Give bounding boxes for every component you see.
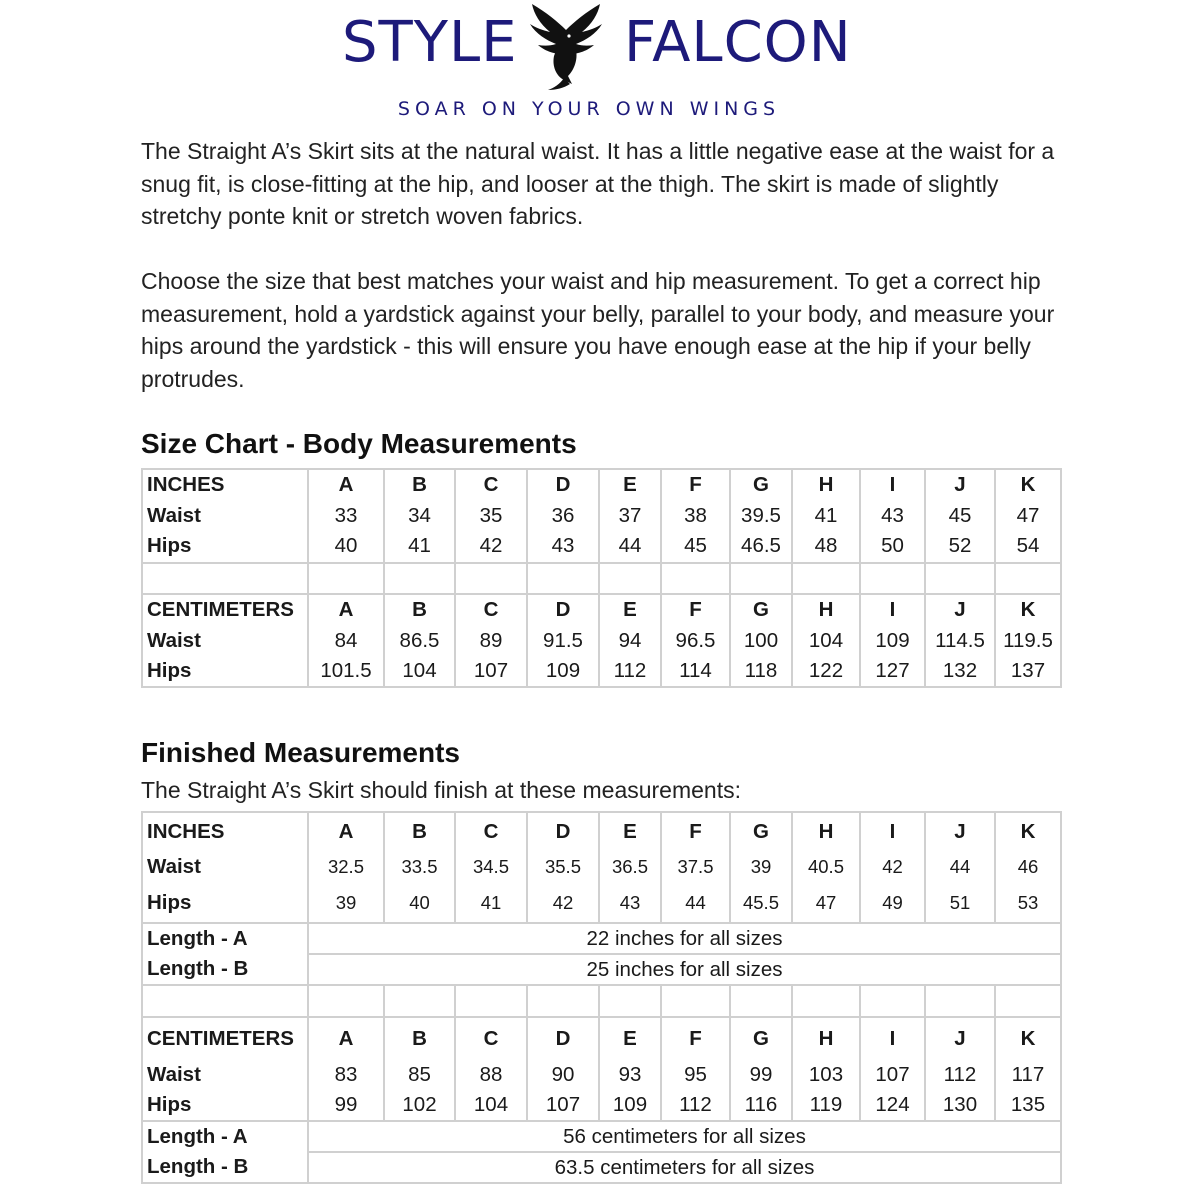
size-label: H — [792, 469, 860, 500]
size-label: H — [792, 1017, 860, 1059]
table-cell: 34.5 — [455, 850, 527, 884]
intro-paragraph-sizing: Choose the size that best matches your waist and hip measurement. To get a correct hip measurement, hold a yardstick against your belly, parallel to your body, and measure your hips around the yardstick - this will ensure you have enough ease at the hip if your belly protrudes. — [141, 268, 1055, 392]
table-cell: 130 — [925, 1090, 995, 1121]
size-label: D — [527, 594, 599, 625]
table-cell: 40.5 — [792, 850, 860, 884]
table-cell: 132 — [925, 656, 995, 687]
table-row — [142, 500, 1061, 531]
table-cell: 43 — [599, 884, 661, 923]
table-cell: 39 — [308, 884, 384, 923]
brand-name-right: FALCON — [624, 10, 852, 75]
table-cell: 49 — [860, 884, 925, 923]
table-cell: 42 — [455, 531, 527, 562]
table-header-row — [142, 812, 1061, 850]
table-cell: 45 — [661, 531, 730, 562]
size-label: F — [661, 812, 730, 850]
table-cell: 45.5 — [730, 884, 792, 923]
finished-measurements-table — [141, 811, 1062, 1184]
table-cell: 104 — [384, 656, 455, 687]
size-label: K — [995, 469, 1061, 500]
intro-paragraph-fit: The Straight A’s Skirt sits at the natural waist. It has a little negative ease at the waist for a snug fit, is close-fitting at the hip, and looser at the thigh. The skirt is made of slightly stretchy ponte knit or stretch woven fabrics. — [141, 138, 1055, 229]
table-cell: 127 — [860, 656, 925, 687]
brand-header — [0, 0, 1200, 130]
size-label: G — [730, 594, 792, 625]
size-label: K — [995, 1017, 1061, 1059]
table-cell: 45 — [925, 500, 995, 531]
table-cell: 101.5 — [308, 656, 384, 687]
size-label: E — [599, 812, 661, 850]
table-cell: 99 — [308, 1090, 384, 1121]
table-cell: 114 — [661, 656, 730, 687]
table-cell: 117 — [995, 1059, 1061, 1090]
table-row — [142, 884, 1061, 923]
size-label: C — [455, 594, 527, 625]
table-cell: 33.5 — [384, 850, 455, 884]
table-cell: 104 — [455, 1090, 527, 1121]
size-label: A — [308, 469, 384, 500]
size-label: B — [384, 1017, 455, 1059]
row-label: Length - A — [142, 1121, 308, 1152]
table-cell: 52 — [925, 531, 995, 562]
row-label: Waist — [142, 500, 308, 531]
size-label: I — [860, 812, 925, 850]
table-cell: 94 — [599, 625, 661, 656]
size-label: G — [730, 469, 792, 500]
size-label: B — [384, 812, 455, 850]
table-cell: 43 — [860, 500, 925, 531]
table-cell: 84 — [308, 625, 384, 656]
size-label: E — [599, 1017, 661, 1059]
table-cell: 89 — [455, 625, 527, 656]
size-label: F — [661, 594, 730, 625]
table-cell: 122 — [792, 656, 860, 687]
table-cell: 46 — [995, 850, 1061, 884]
size-label: I — [860, 469, 925, 500]
table-cell: 44 — [661, 884, 730, 923]
size-label: E — [599, 594, 661, 625]
table-row — [142, 625, 1061, 656]
table-cell: 46.5 — [730, 531, 792, 562]
table-cell: 50 — [860, 531, 925, 562]
table-cell: 35.5 — [527, 850, 599, 884]
table-cell: 85 — [384, 1059, 455, 1090]
table-row — [142, 1121, 1061, 1152]
row-label: Hips — [142, 656, 308, 687]
size-label: J — [925, 1017, 995, 1059]
unit-label: CENTIMETERS — [142, 1017, 308, 1059]
brand-tagline: SOAR ON YOUR OWN WINGS — [397, 98, 781, 120]
table-cell: 116 — [730, 1090, 792, 1121]
table-cell: 93 — [599, 1059, 661, 1090]
table-header-row — [142, 1017, 1061, 1059]
table-cell: 48 — [792, 531, 860, 562]
table-cell: 103 — [792, 1059, 860, 1090]
size-label: F — [661, 1017, 730, 1059]
table-cell: 33 — [308, 500, 384, 531]
body-measurements-table — [141, 468, 1062, 688]
table-cell: 47 — [995, 500, 1061, 531]
table-cell: 112 — [599, 656, 661, 687]
size-label: A — [308, 594, 384, 625]
table-cell: 41 — [792, 500, 860, 531]
table-cell: 109 — [527, 656, 599, 687]
table-cell: 124 — [860, 1090, 925, 1121]
table-cell: 37.5 — [661, 850, 730, 884]
size-label: B — [384, 469, 455, 500]
row-label: Length - A — [142, 923, 308, 954]
table-cell: 35 — [455, 500, 527, 531]
table-cell: 119.5 — [995, 625, 1061, 656]
brand-name-left: STYLE — [342, 10, 518, 75]
table-cell: 109 — [599, 1090, 661, 1121]
size-label: D — [527, 812, 599, 850]
size-label: J — [925, 594, 995, 625]
table-cell: 40 — [308, 531, 384, 562]
table-cell: 137 — [995, 656, 1061, 687]
table-cell: 40 — [384, 884, 455, 923]
size-label: C — [455, 1017, 527, 1059]
finished-chart-subtitle: The Straight A’s Skirt should finish at these measurements: — [141, 777, 741, 803]
unit-label: INCHES — [142, 469, 308, 500]
table-cell: 107 — [455, 656, 527, 687]
table-cell: 37 — [599, 500, 661, 531]
table-cell: 114.5 — [925, 625, 995, 656]
row-label: Length - B — [142, 1152, 308, 1183]
table-row — [142, 531, 1061, 562]
table-header-row — [142, 594, 1061, 625]
size-label: D — [527, 469, 599, 500]
table-cell: 135 — [995, 1090, 1061, 1121]
row-label: Hips — [142, 884, 308, 923]
size-label: I — [860, 594, 925, 625]
table-cell: 107 — [527, 1090, 599, 1121]
table-row — [142, 1090, 1061, 1121]
table-cell: 39.5 — [730, 500, 792, 531]
size-label: D — [527, 1017, 599, 1059]
size-label: H — [792, 594, 860, 625]
length-b-value: 63.5 centimeters for all sizes — [308, 1152, 1061, 1183]
table-cell: 83 — [308, 1059, 384, 1090]
table-spacer-row — [142, 563, 1061, 594]
table-cell: 112 — [661, 1090, 730, 1121]
table-cell: 88 — [455, 1059, 527, 1090]
row-label: Length - B — [142, 954, 308, 985]
table-cell: 102 — [384, 1090, 455, 1121]
size-label: J — [925, 469, 995, 500]
row-label: Waist — [142, 625, 308, 656]
length-a-value: 22 inches for all sizes — [308, 923, 1061, 954]
table-cell: 42 — [527, 884, 599, 923]
table-spacer-row — [142, 985, 1061, 1017]
size-label: K — [995, 594, 1061, 625]
table-row — [142, 1059, 1061, 1090]
table-cell: 47 — [792, 884, 860, 923]
table-cell: 118 — [730, 656, 792, 687]
body-chart-title: Size Chart - Body Measurements — [141, 428, 577, 459]
table-row — [142, 1152, 1061, 1183]
size-label: G — [730, 1017, 792, 1059]
table-cell: 95 — [661, 1059, 730, 1090]
unit-label: INCHES — [142, 812, 308, 850]
table-cell: 112 — [925, 1059, 995, 1090]
row-label: Hips — [142, 531, 308, 562]
size-label: H — [792, 812, 860, 850]
table-cell: 86.5 — [384, 625, 455, 656]
table-cell: 51 — [925, 884, 995, 923]
size-label: J — [925, 812, 995, 850]
finished-chart-title: Finished Measurements — [141, 737, 460, 768]
table-cell: 53 — [995, 884, 1061, 923]
size-label: B — [384, 594, 455, 625]
table-header-row — [142, 469, 1061, 500]
size-label: A — [308, 812, 384, 850]
size-label: C — [455, 812, 527, 850]
table-cell: 109 — [860, 625, 925, 656]
table-row — [142, 923, 1061, 954]
table-cell: 90 — [527, 1059, 599, 1090]
unit-label: CENTIMETERS — [142, 594, 308, 625]
size-label: G — [730, 812, 792, 850]
size-label: C — [455, 469, 527, 500]
table-cell: 44 — [925, 850, 995, 884]
size-label: F — [661, 469, 730, 500]
row-label: Hips — [142, 1090, 308, 1121]
length-b-value: 25 inches for all sizes — [308, 954, 1061, 985]
table-cell: 32.5 — [308, 850, 384, 884]
size-label: E — [599, 469, 661, 500]
table-cell: 39 — [730, 850, 792, 884]
table-cell: 34 — [384, 500, 455, 531]
table-cell: 42 — [860, 850, 925, 884]
falcon-logo-icon — [520, 0, 612, 92]
table-cell: 104 — [792, 625, 860, 656]
table-cell: 43 — [527, 531, 599, 562]
table-cell: 36 — [527, 500, 599, 531]
row-label: Waist — [142, 1059, 308, 1090]
table-cell: 54 — [995, 531, 1061, 562]
table-cell: 107 — [860, 1059, 925, 1090]
table-cell: 41 — [455, 884, 527, 923]
table-row — [142, 954, 1061, 985]
table-row — [142, 656, 1061, 687]
table-row — [142, 850, 1061, 884]
table-cell: 99 — [730, 1059, 792, 1090]
size-label: K — [995, 812, 1061, 850]
table-cell: 100 — [730, 625, 792, 656]
table-cell: 119 — [792, 1090, 860, 1121]
table-cell: 36.5 — [599, 850, 661, 884]
table-cell: 91.5 — [527, 625, 599, 656]
length-a-value: 56 centimeters for all sizes — [308, 1121, 1061, 1152]
table-cell: 41 — [384, 531, 455, 562]
size-label: A — [308, 1017, 384, 1059]
size-label: I — [860, 1017, 925, 1059]
table-cell: 44 — [599, 531, 661, 562]
table-cell: 96.5 — [661, 625, 730, 656]
row-label: Waist — [142, 850, 308, 884]
table-cell: 38 — [661, 500, 730, 531]
